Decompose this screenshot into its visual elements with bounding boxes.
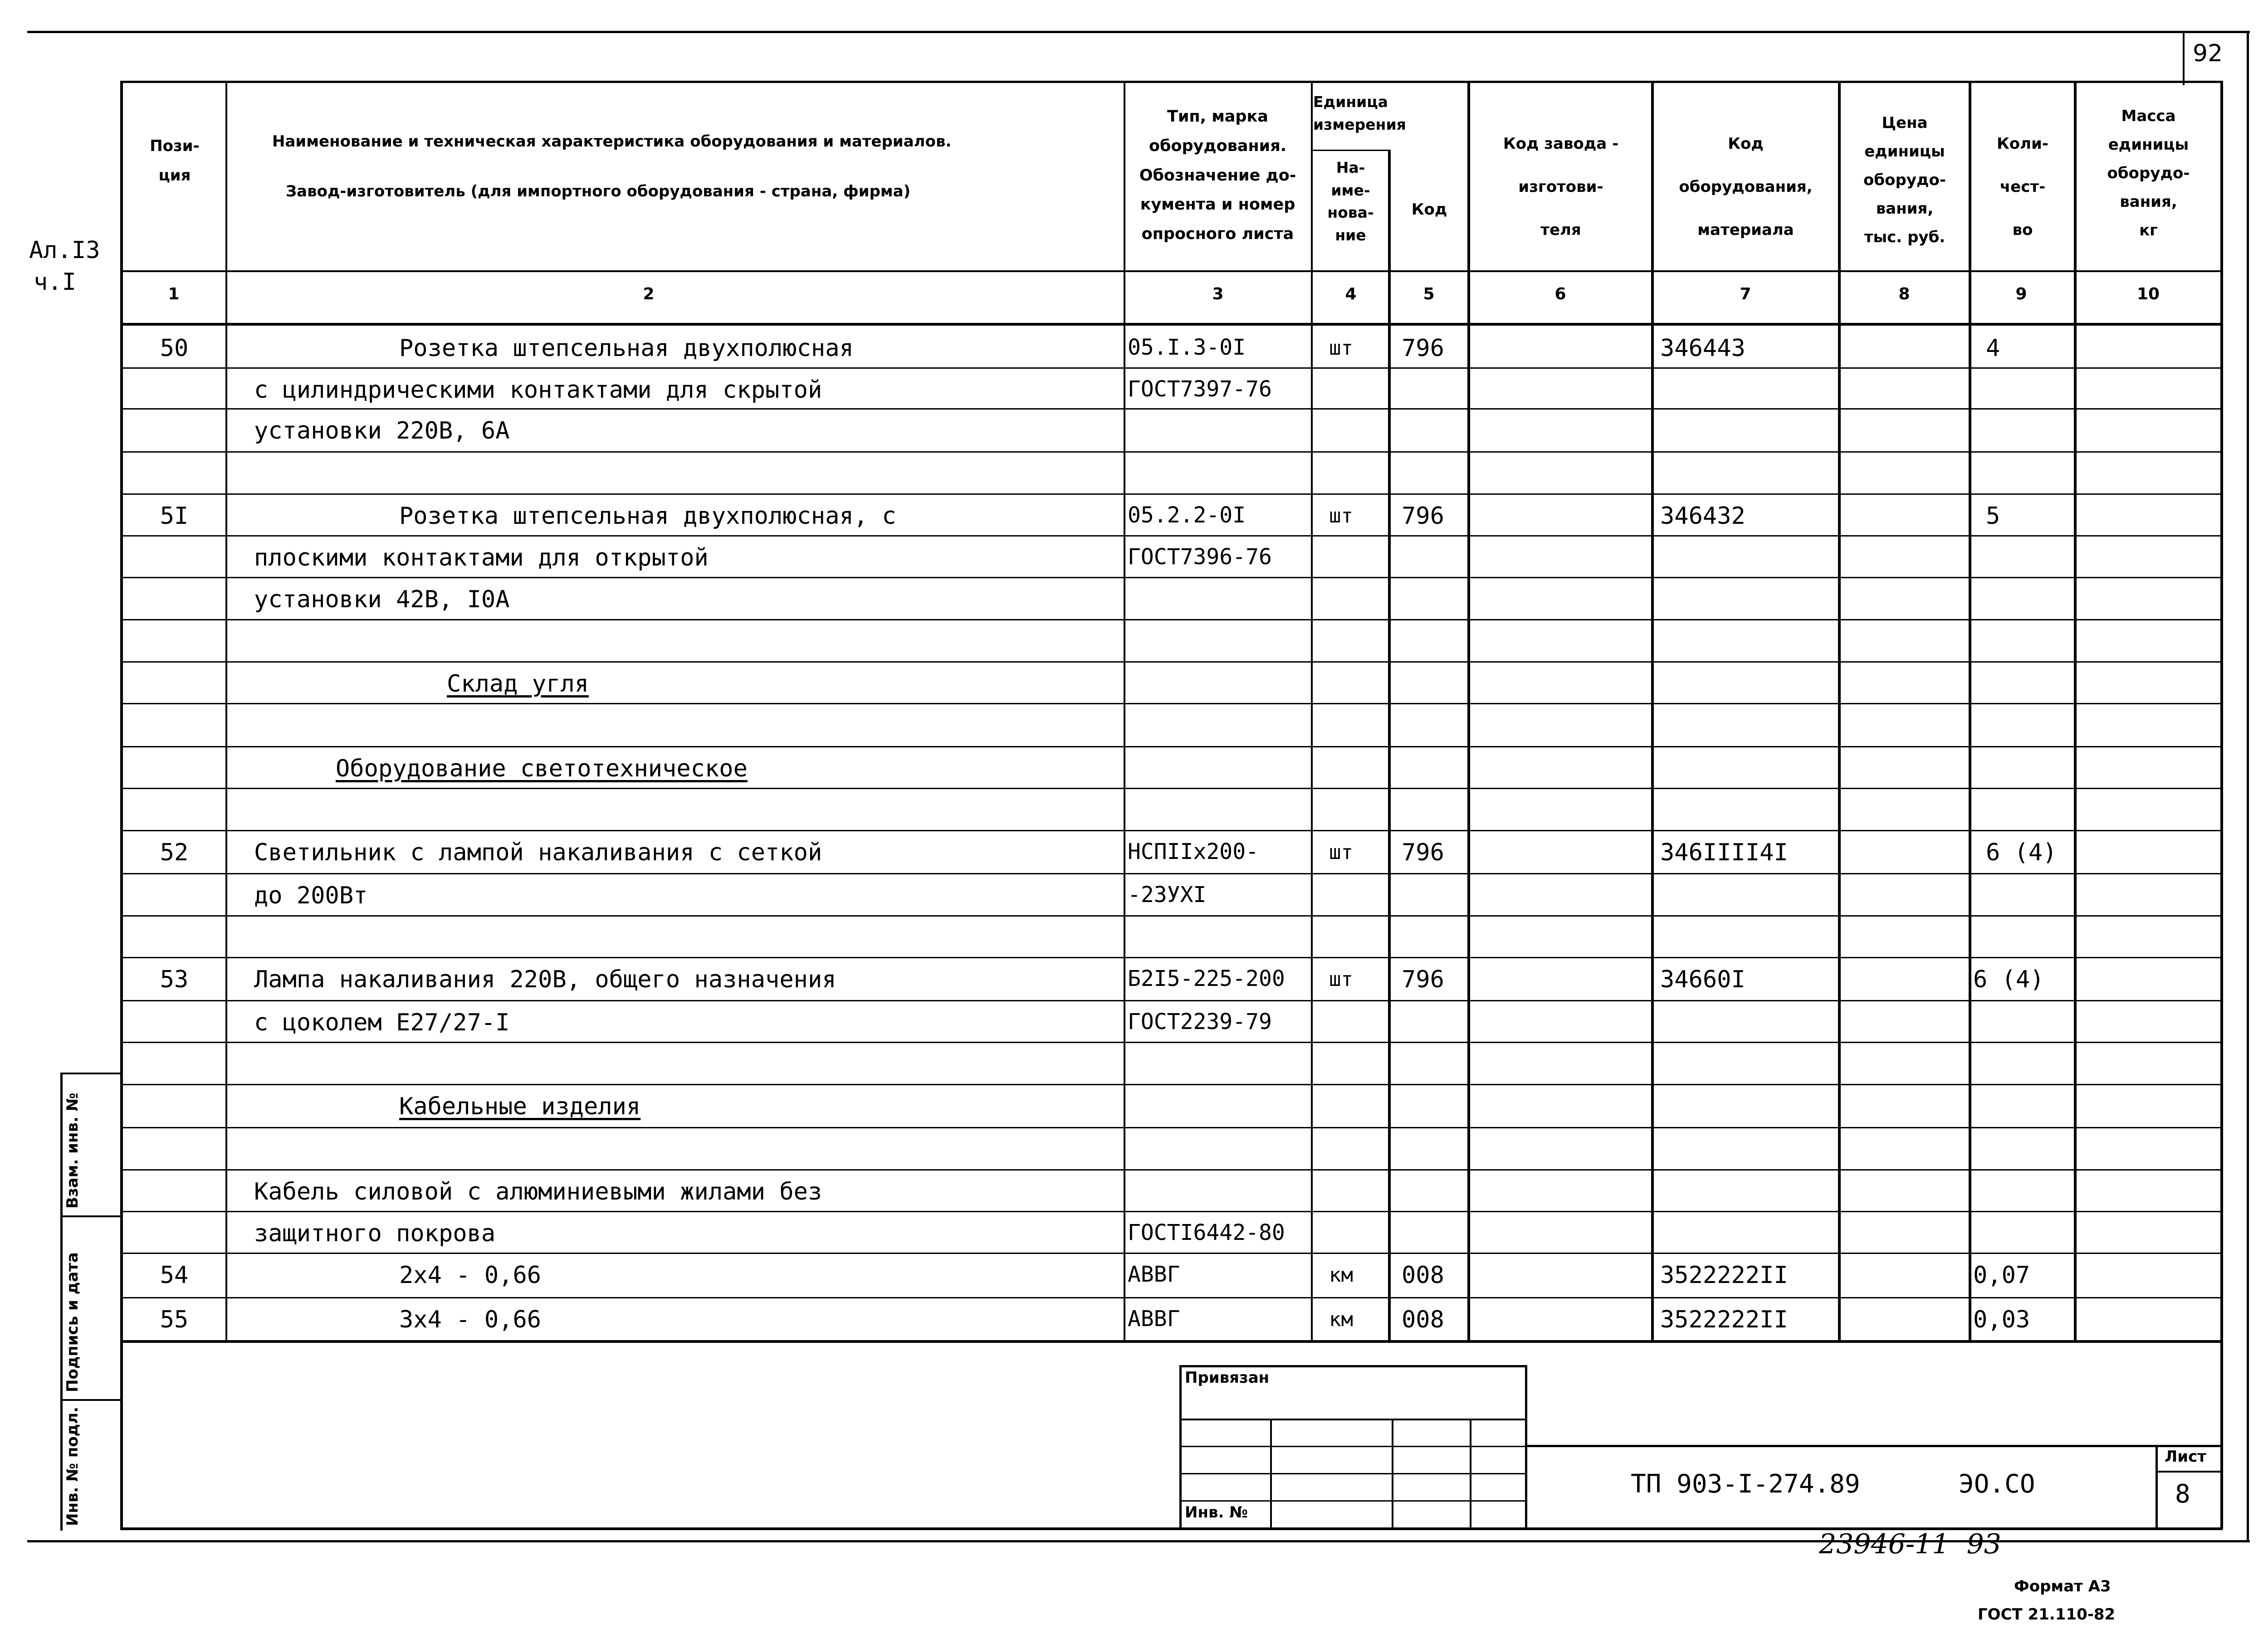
strip-top-line [60,1073,122,1074]
header-quantity: Коли- чест- во [1997,135,2048,239]
col-sep-2 [1124,81,1125,1341]
header-mass: Масса единицы оборудо- вания, кг [2107,107,2190,239]
table-top-line [120,81,2223,83]
section-heading: Склад угля [447,670,589,697]
title-block-top-line [1526,1445,2223,1447]
row-line [120,619,2223,620]
col-sep-6 [1651,81,1654,1341]
row-quantity: 0,03 [1973,1306,2030,1333]
row-name: 2х4 - 0,66 [399,1262,542,1289]
row-quantity: 4 [1986,335,2000,362]
stamp-vline-2 [1392,1419,1393,1527]
row-unit-code: 796 [1402,502,1444,530]
table-right-line [2220,81,2223,1529]
col-sep-1 [225,81,227,1341]
row-line [120,788,2223,789]
sheet-number: 8 [2175,1479,2190,1509]
row-position: 52 [160,839,189,866]
row-name: 3х4 - 0,66 [399,1306,542,1333]
colnum-3: 3 [1212,285,1224,303]
row-name: Розетка штепсельная двухполюсная, с [399,502,896,530]
row-line [120,408,2223,410]
handwritten-number: 23946-11 93 [1819,1528,2001,1560]
row-position: 54 [160,1262,189,1289]
stamp-vline-3 [1470,1419,1471,1527]
row-quantity: 0,07 [1973,1262,2030,1289]
col-sep-5 [1467,81,1470,1341]
colnum-4: 4 [1345,285,1357,303]
row-name: с цилиндрическими контактами для скрытой [254,376,822,404]
row-line [120,367,2223,369]
margin-label-2: ч.I [34,268,76,296]
row-line [120,451,2223,453]
row-line [120,1211,2223,1212]
margin-label-1: Ал.I3 [29,237,100,264]
row-material-code: 34660I [1660,966,1745,993]
row-line [120,1253,2223,1254]
rows-end-line [120,1340,2223,1343]
row-quantity: 5 [1986,502,2000,530]
colnum-5: 5 [1423,285,1435,303]
row-unit-code: 008 [1402,1306,1444,1333]
header-unit-name: На- име- нова- ние [1327,159,1374,244]
stamp-top-line [1179,1365,1526,1367]
row-unit-code: 796 [1402,966,1444,993]
format-label: Формат А3 [2014,1577,2111,1595]
row-unit: шт [1329,968,1353,991]
row-name: с цоколем Е27/27-I [254,1009,510,1036]
header-bottom-line [120,270,2223,272]
sheet-box-mid [2156,1471,2223,1473]
row-quantity: 6 (4) [1973,966,2044,993]
row-type: ГОСТ7397-76 [1128,376,1272,402]
row-line [120,661,2223,663]
row-type: 05.2.2-0I [1128,502,1246,528]
header-unit-group: Единица измерения [1313,93,1406,133]
row-type: АВВГ [1128,1306,1180,1332]
colnum-bottom-line [120,323,2223,326]
stamp-inv-label: Инв. № [1185,1503,1248,1522]
row-line [120,703,2223,704]
row-material-code: 3522222II [1660,1262,1788,1289]
row-line [120,830,2223,831]
row-material-code: 346432 [1660,502,1745,530]
row-line [120,873,2223,874]
row-line [120,1127,2223,1128]
colnum-10: 10 [2136,285,2160,303]
page-number: 92 [2193,40,2223,67]
row-unit-code: 008 [1402,1262,1444,1289]
unit-group-line [1311,150,1390,151]
row-material-code: 346443 [1660,335,1745,362]
row-name: Розетка штепсельная двухполюсная [399,335,854,362]
section-heading: Оборудование светотехническое [336,755,748,782]
row-line [120,1169,2223,1171]
header-type: Тип, марка оборудования. Обозначение до- кумента и номер опросного листа [1139,107,1296,243]
row-line [120,1297,2223,1298]
row-line [120,746,2223,747]
gost-label: ГОСТ 21.110-82 [1978,1605,2116,1624]
row-material-code: 3522222II [1660,1306,1788,1333]
row-type: 05.I.3-0I [1128,335,1246,360]
row-position: 53 [160,966,189,993]
row-name: Кабель силовой с алюминиевыми жилами без [254,1178,822,1205]
row-line [120,957,2223,958]
strip-label-replace-inv: Взам. инв. № [64,1093,82,1209]
row-unit: км [1329,1308,1353,1331]
row-line [120,915,2223,917]
row-unit: шт [1329,337,1353,360]
row-name: до 200Вт [254,882,368,909]
row-unit: шт [1329,841,1353,864]
right-border [2247,31,2249,1541]
row-name: установки 42В, I0А [254,586,510,613]
row-name: Светильник с лампой накаливания с сеткой [254,839,822,866]
row-position: 5I [160,502,189,530]
row-name: установки 220В, 6А [254,417,510,444]
row-unit-code: 796 [1402,335,1444,362]
row-unit-code: 796 [1402,839,1444,866]
stamp-line-3 [1179,1473,1526,1474]
row-name: Лампа накаливания 220В, общего назначения [254,966,836,993]
row-material-code: 346IIII4I [1660,839,1788,866]
colnum-9: 9 [2015,285,2027,303]
col-sep-4 [1388,150,1391,1341]
header-material-code: Код оборудования, материала [1679,135,1813,239]
strip-label-inv-original: Инв. № подл. [64,1406,82,1526]
colnum-6: 6 [1554,285,1566,303]
stamp-line-1 [1179,1419,1526,1420]
col-sep-3 [1311,81,1313,1341]
row-type: Б2I5-225-200 [1128,966,1285,991]
row-type: АВВГ [1128,1262,1180,1287]
row-name: защитного покрова [254,1220,496,1247]
row-line [120,535,2223,537]
section-code: ЭО.СО [1959,1469,2035,1499]
row-unit: км [1329,1263,1353,1287]
stamp-line-2 [1179,1446,1526,1447]
row-position: 50 [160,335,189,362]
stamp-line-4 [1179,1500,1526,1502]
row-type: НСПIIх200- [1128,839,1259,864]
strip-sep-2 [60,1399,122,1401]
row-line [120,577,2223,578]
strip-left-line [60,1073,63,1531]
row-name: плоскими контактами для открытой [254,544,709,571]
sheet-box-left [2156,1445,2158,1529]
col-sep-7 [1838,81,1841,1341]
strip-sep-1 [60,1215,122,1217]
row-position: 55 [160,1306,189,1333]
row-line [120,1000,2223,1001]
document-code: ТП 903-I-274.89 [1631,1469,1860,1499]
row-unit: шт [1329,504,1353,527]
stamp-vline-1 [1270,1419,1272,1527]
col-sep-9 [2074,81,2077,1341]
colnum-8: 8 [1898,285,1910,303]
row-line [120,493,2223,495]
row-type: ГОСТ2239-79 [1128,1009,1272,1034]
page-number-box-left [2183,31,2185,85]
sheet-label: Лист [2165,1448,2206,1466]
col-sep-8 [1969,81,1971,1341]
row-type: ГОСТI6442-80 [1128,1220,1285,1245]
header-unit-code: Код [1411,200,1447,219]
header-factory-code: Код завода - изготови- теля [1503,135,1619,239]
row-type: ГОСТ7396-76 [1128,544,1272,570]
colnum-7: 7 [1740,285,1751,303]
section-heading: Кабельные изделия [399,1093,641,1120]
row-type: -23УХI [1128,882,1207,907]
strip-label-signature-date: Подпись и дата [64,1252,82,1392]
top-border [27,31,2250,33]
row-line [120,1042,2223,1043]
colnum-2: 2 [643,285,655,303]
header-name-line1: Наименование и техническая характеристика оборудования и материалов. [272,132,952,151]
row-quantity: 6 (4) [1986,839,2057,866]
header-price: Цена единицы оборудо- вания, тыс. руб. [1863,114,1946,246]
header-position: Пози- ция [150,137,200,185]
header-name-line2: Завод-изготовитель (для импортного оборудования - страна, фирма) [286,182,911,200]
row-line [120,1084,2223,1085]
stamp-bound-label: Привязан [1185,1369,1270,1387]
colnum-1: 1 [168,285,180,303]
